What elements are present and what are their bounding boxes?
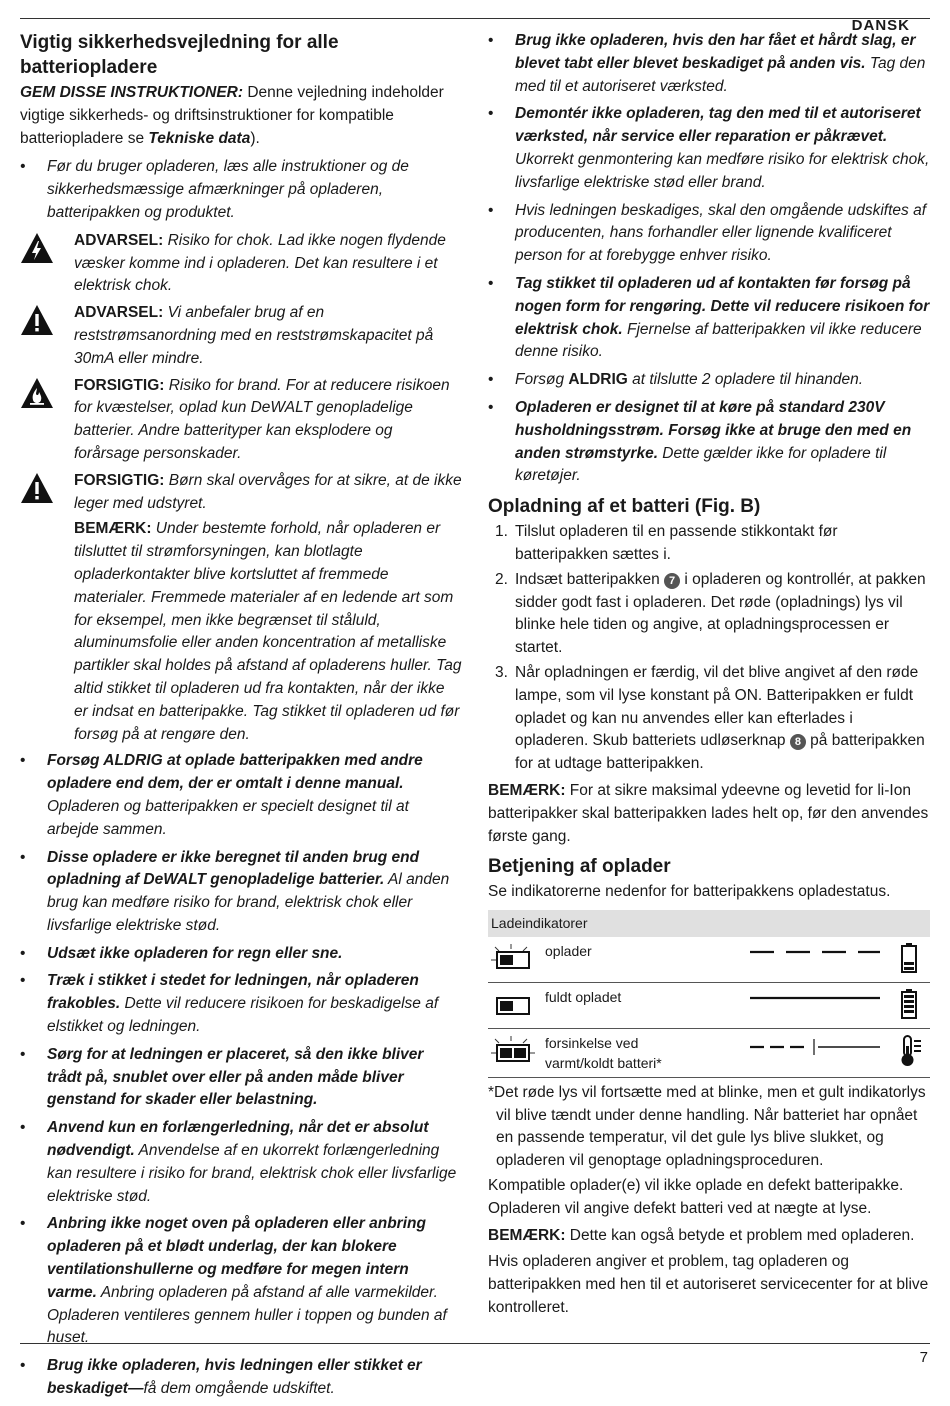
bullet-bold: Forsøg ALDRIG at oplade batteripakken med andre opladere end dem, der er omtalt i denne manual. xyxy=(47,752,423,793)
list-item xyxy=(488,30,930,98)
callout-badge: 7 xyxy=(664,573,680,589)
table-row xyxy=(488,937,930,983)
note-text: For at sikre maksimal ydeevne og levetid for li-Ion batteripakker skal batteripakken lades helt op, før den anvendes første gang. xyxy=(488,781,929,845)
bullet-text: få dem omgående udskiftet. xyxy=(143,1380,335,1398)
list-item xyxy=(20,1044,462,1112)
warning-shock xyxy=(20,230,462,298)
battery-full-icon xyxy=(900,988,918,1020)
warning-label: FORSIGTIG: xyxy=(74,471,165,489)
safety-title: Vigtig sikkerhedsvejledning for alle batteriopladere xyxy=(20,32,339,78)
list-item xyxy=(20,1355,462,1401)
tech-data-ref: Tekniske data xyxy=(148,129,251,147)
list-item: • Før du bruger opladeren, læs alle instruktioner og de sikkerhedsmæssige afmærkninger på opladeren, batteripakken og produktet. xyxy=(20,156,462,224)
indicator-label-wrap xyxy=(545,1033,662,1073)
exclamation-warning-icon xyxy=(20,304,54,336)
warning-rcd xyxy=(20,302,462,370)
blinking-led-icon xyxy=(491,943,535,973)
intro-end: ). xyxy=(250,129,260,147)
warning-children xyxy=(20,470,462,516)
safety-bullet-list-continued xyxy=(488,30,930,488)
bullet-text: at tilslutte 2 opladere til hinanden. xyxy=(627,371,864,389)
right-column xyxy=(488,30,930,1324)
callout-badge: 8 xyxy=(790,734,806,750)
note-label: BEMÆRK: xyxy=(488,1226,566,1244)
list-item xyxy=(20,1117,462,1208)
bullet-text: Hvis ledningen beskadiges, skal den omgående udskiftes af producenten, hans forhandler eller lignende kvalificeret person for at forebygge enhver risiko. xyxy=(515,201,927,265)
footnote: *Det røde lys vil fortsætte med at blinke, men et gult indikatorlys vil blive tændt under denne handling. Når batteriet har opnået en passende temperatur, vil det gule lys blive slukket, og opladeren vil genoptage opladningsproceduren. xyxy=(488,1083,926,1170)
warning-label: ADVARSEL: xyxy=(74,304,164,322)
step-text: Når opladningen er færdig, vil det blive angivet af den røde lampe, som vil lyse konstant på ON. Batteripakken er fuldt opladet og kan nu anvendes eller kan efterlades i opladeren. Skub batteriets udløserknap xyxy=(515,663,919,750)
bullet-bold: Udsæt ikke opladeren for regn eller sne. xyxy=(47,944,343,962)
indicator-label: fuldt opladet xyxy=(545,988,622,1005)
operation-text: Se indikatorerne nedenfor for batteripakkens opladestatus. xyxy=(488,883,891,901)
bullet-bold: ALDRIG xyxy=(568,371,628,389)
note-label: BEMÆRK: xyxy=(488,781,566,799)
list-item xyxy=(488,397,930,488)
list-item xyxy=(20,750,462,841)
indicator-label: forsinkelse ved xyxy=(545,1034,639,1051)
first-bullet-list xyxy=(20,156,462,224)
step-item xyxy=(488,569,930,660)
step-text: på batteripakken for at udtage batteripakken. xyxy=(515,732,925,773)
list-item xyxy=(20,970,462,1038)
note-text: Dette kan også betyde et problem med opladeren. xyxy=(565,1226,915,1244)
bullet-bold: Tag stikket til opladeren ud af kontakten før forsøg på nogen form for rengøring. Dette vil reducere risikoen for elektrisk chok. xyxy=(515,274,930,338)
intro-text: Denne vejledning indeholder vigtige sikkerheds- og driftsinstruktioner for kompatible batteriopladere se xyxy=(20,84,444,147)
note-lithium xyxy=(488,780,930,848)
list-item xyxy=(20,1213,462,1350)
bullet-text: Al anden brug kan medføre risiko for brand, elektrisk chok eller livsfarlige elektriske stød. xyxy=(47,871,450,934)
bullet-bold: Træk i stikket i stedet for ledningen, når opladeren frakobles. xyxy=(47,972,419,1013)
bullet-text: Tag den med til et autoriseret værksted. xyxy=(515,54,926,95)
step-text: Tilslut opladeren til en passende stikkontakt før batteripakken sættes i. xyxy=(515,523,838,563)
electric-shock-warning-icon xyxy=(20,232,54,264)
warning-text: Risiko for brand. For at reducere risikoen for kvæstelser, oplad kun DeWALT genopladelige batterier. Andre batterityper kan eksplodere og forårsage personskader. xyxy=(74,376,450,462)
intro-paragraph xyxy=(20,82,462,150)
list-item xyxy=(488,103,930,194)
compat-text: Kompatible oplader(e) vil ikke oplade en defekt batteripakke. Opladeren vil angive defekt batteri ved at nægte at lyse. xyxy=(488,1177,904,1217)
language-label: DANSK xyxy=(851,17,910,34)
note-contacts xyxy=(20,518,462,746)
table-row xyxy=(488,1029,930,1078)
list-item xyxy=(20,847,462,938)
charging-title: Opladning af et batteri (Fig. B) xyxy=(488,496,761,518)
dual-led-icon xyxy=(491,1035,535,1067)
bullet-bold: Disse opladere er ikke beregnet til anden brug end opladning af DeWALT genopladelige batterier. xyxy=(47,848,420,889)
step-text: Indsæt batteripakken xyxy=(515,570,665,588)
battery-charging-icon xyxy=(900,942,918,974)
list-item xyxy=(488,273,930,364)
warning-text: Børn skal overvåges for at sikre, at de ikke leger med udstyret. xyxy=(74,471,462,512)
list-item xyxy=(488,369,930,392)
indicator-label: varmt/koldt batteri* xyxy=(545,1054,662,1071)
dashed-pattern xyxy=(750,947,880,957)
bullet-bold: Demontér ikke opladeren, tag den med til et autoriseret værksted, når service eller reparation er påkrævet. xyxy=(515,105,921,146)
charge-indicator-table xyxy=(488,910,930,1078)
fire-warning-icon xyxy=(20,377,54,409)
header-rule xyxy=(20,17,930,34)
step-text: i opladeren og kontrollér, at pakken sidder godt fast i opladeren. Det røde (opladnings) lys vil blinke hele tiden og angive, at opladningsprocessen er startet. xyxy=(515,570,926,657)
bullet-bold: Anbring ikke noget oven på opladeren eller anbring opladeren på et blødt underlag, der kan blokere ventilationshullerne og medføre for megen intern varme. xyxy=(47,1215,426,1301)
bullet-text: Dette vil reducere risikoen for beskadigelse af elstikket og ledningen. xyxy=(47,995,439,1036)
warning-label: ADVARSEL: xyxy=(74,231,164,249)
bullet-text: Dette gælder ikke for opladere til køretøjer. xyxy=(515,444,887,485)
warning-text: Risiko for chok. Lad ikke nogen flydende væsker komme ind i opladeren. Det kan resultere i et elektrisk chok. xyxy=(74,231,446,295)
warning-text: Vi anbefaler brug af en reststrømsanordning med en reststrømskapacitet på 30mA eller mindre. xyxy=(74,304,434,367)
steady-led-icon xyxy=(491,989,535,1019)
table-header: Ladeindikatorer xyxy=(488,910,930,937)
intro-bold: GEM DISSE INSTRUKTIONER: xyxy=(20,84,244,101)
bullet-text: Opladeren og batteripakken er specielt designet til at arbejde sammen. xyxy=(47,797,409,838)
bullet-text: Ukorrekt genmontering kan medføre risiko for elektrisk chok, livsfarlige elektriske stød eller brand. xyxy=(515,150,930,191)
note-charger-problem xyxy=(488,1225,930,1248)
page-number: 7 xyxy=(919,1349,928,1366)
table-row xyxy=(488,983,930,1029)
indicator-label: oplader xyxy=(545,942,592,959)
step-number: 2. xyxy=(495,570,508,588)
footer-rule xyxy=(20,1343,930,1344)
safety-bullet-list xyxy=(20,750,462,1401)
operation-title: Betjening af oplader xyxy=(488,856,671,878)
bullet-bold: Brug ikke opladeren, hvis ledningen eller stikket er beskadiget— xyxy=(47,1357,422,1398)
note-label: BEMÆRK: xyxy=(74,520,152,538)
step-number: 1. xyxy=(495,523,508,541)
step-number: 3. xyxy=(495,663,508,681)
step-item xyxy=(488,521,930,567)
note-text: Under bestemte forhold, når opladeren er tilsluttet til strømforsyningen, kan blotlagte opladerkontakter blive kortsluttet af fremmede materialer. Fremmede materialer af en ledende art som for eksempel, men ikke begrænset til ståluld, aluminumsfolie eller anden koncentration af metalliske partikler skal holdes på afstand af opladerens huller. Tag altid stikket til opladeren ud fra kontakten, når der ikke er indsat en batteripakke. Tag stikket til opladeren ud før forsøg på at rengøre den. xyxy=(74,520,462,743)
bullet-text: Anbring opladeren på afstand af alle varmekilder. Opladeren ventileres gennem huller i toppen og bunden af huset. xyxy=(47,1283,447,1347)
bullet-text: Anvendelse af en ukorrekt forlængerledning kan resultere i risiko for brand, elektrisk chok eller livsfarlige elektriske stød. xyxy=(47,1142,457,1205)
dashed-then-solid-pattern xyxy=(750,1039,880,1055)
charging-steps xyxy=(488,521,930,776)
bullet-bold: Opladeren er designet til at køre på standard 230V husholdningsstrøm. Forsøg ikke at bruge den med en anden strømstyrke. xyxy=(515,398,912,462)
left-column xyxy=(20,30,462,1406)
bullet-bold: Sørg for at ledningen er placeret, så den ikke bliver trådt på, snublet over eller på anden måde bliver genstand for skader eller belastning. xyxy=(47,1045,424,1109)
list-item xyxy=(20,943,462,966)
list-item xyxy=(488,200,930,268)
bullet-text: Fjernelse af batteripakken vil ikke reducere denne risiko. xyxy=(515,320,922,361)
exclamation-warning-icon xyxy=(20,472,54,504)
bullet-bold: Anvend kun en forlængerledning, når det er absolut nødvendigt. xyxy=(47,1119,429,1160)
warning-fire xyxy=(20,375,462,466)
step-item xyxy=(488,662,930,776)
bullet-bold: Brug ikke opladeren, hvis den har fået et hårdt slag, er blevet tabt eller blevet beskadiget på anden vis. xyxy=(515,32,916,72)
thermometer-battery-icon xyxy=(900,1034,922,1068)
warning-label: FORSIGTIG: xyxy=(74,376,165,394)
solid-pattern xyxy=(750,993,880,1003)
final-text: Hvis opladeren angiver et problem, tag opladeren og batteripakken med hen til et autoriseret servicecenter for at blive kontrolleret. xyxy=(488,1253,929,1317)
bullet-text: Forsøg xyxy=(515,371,569,389)
